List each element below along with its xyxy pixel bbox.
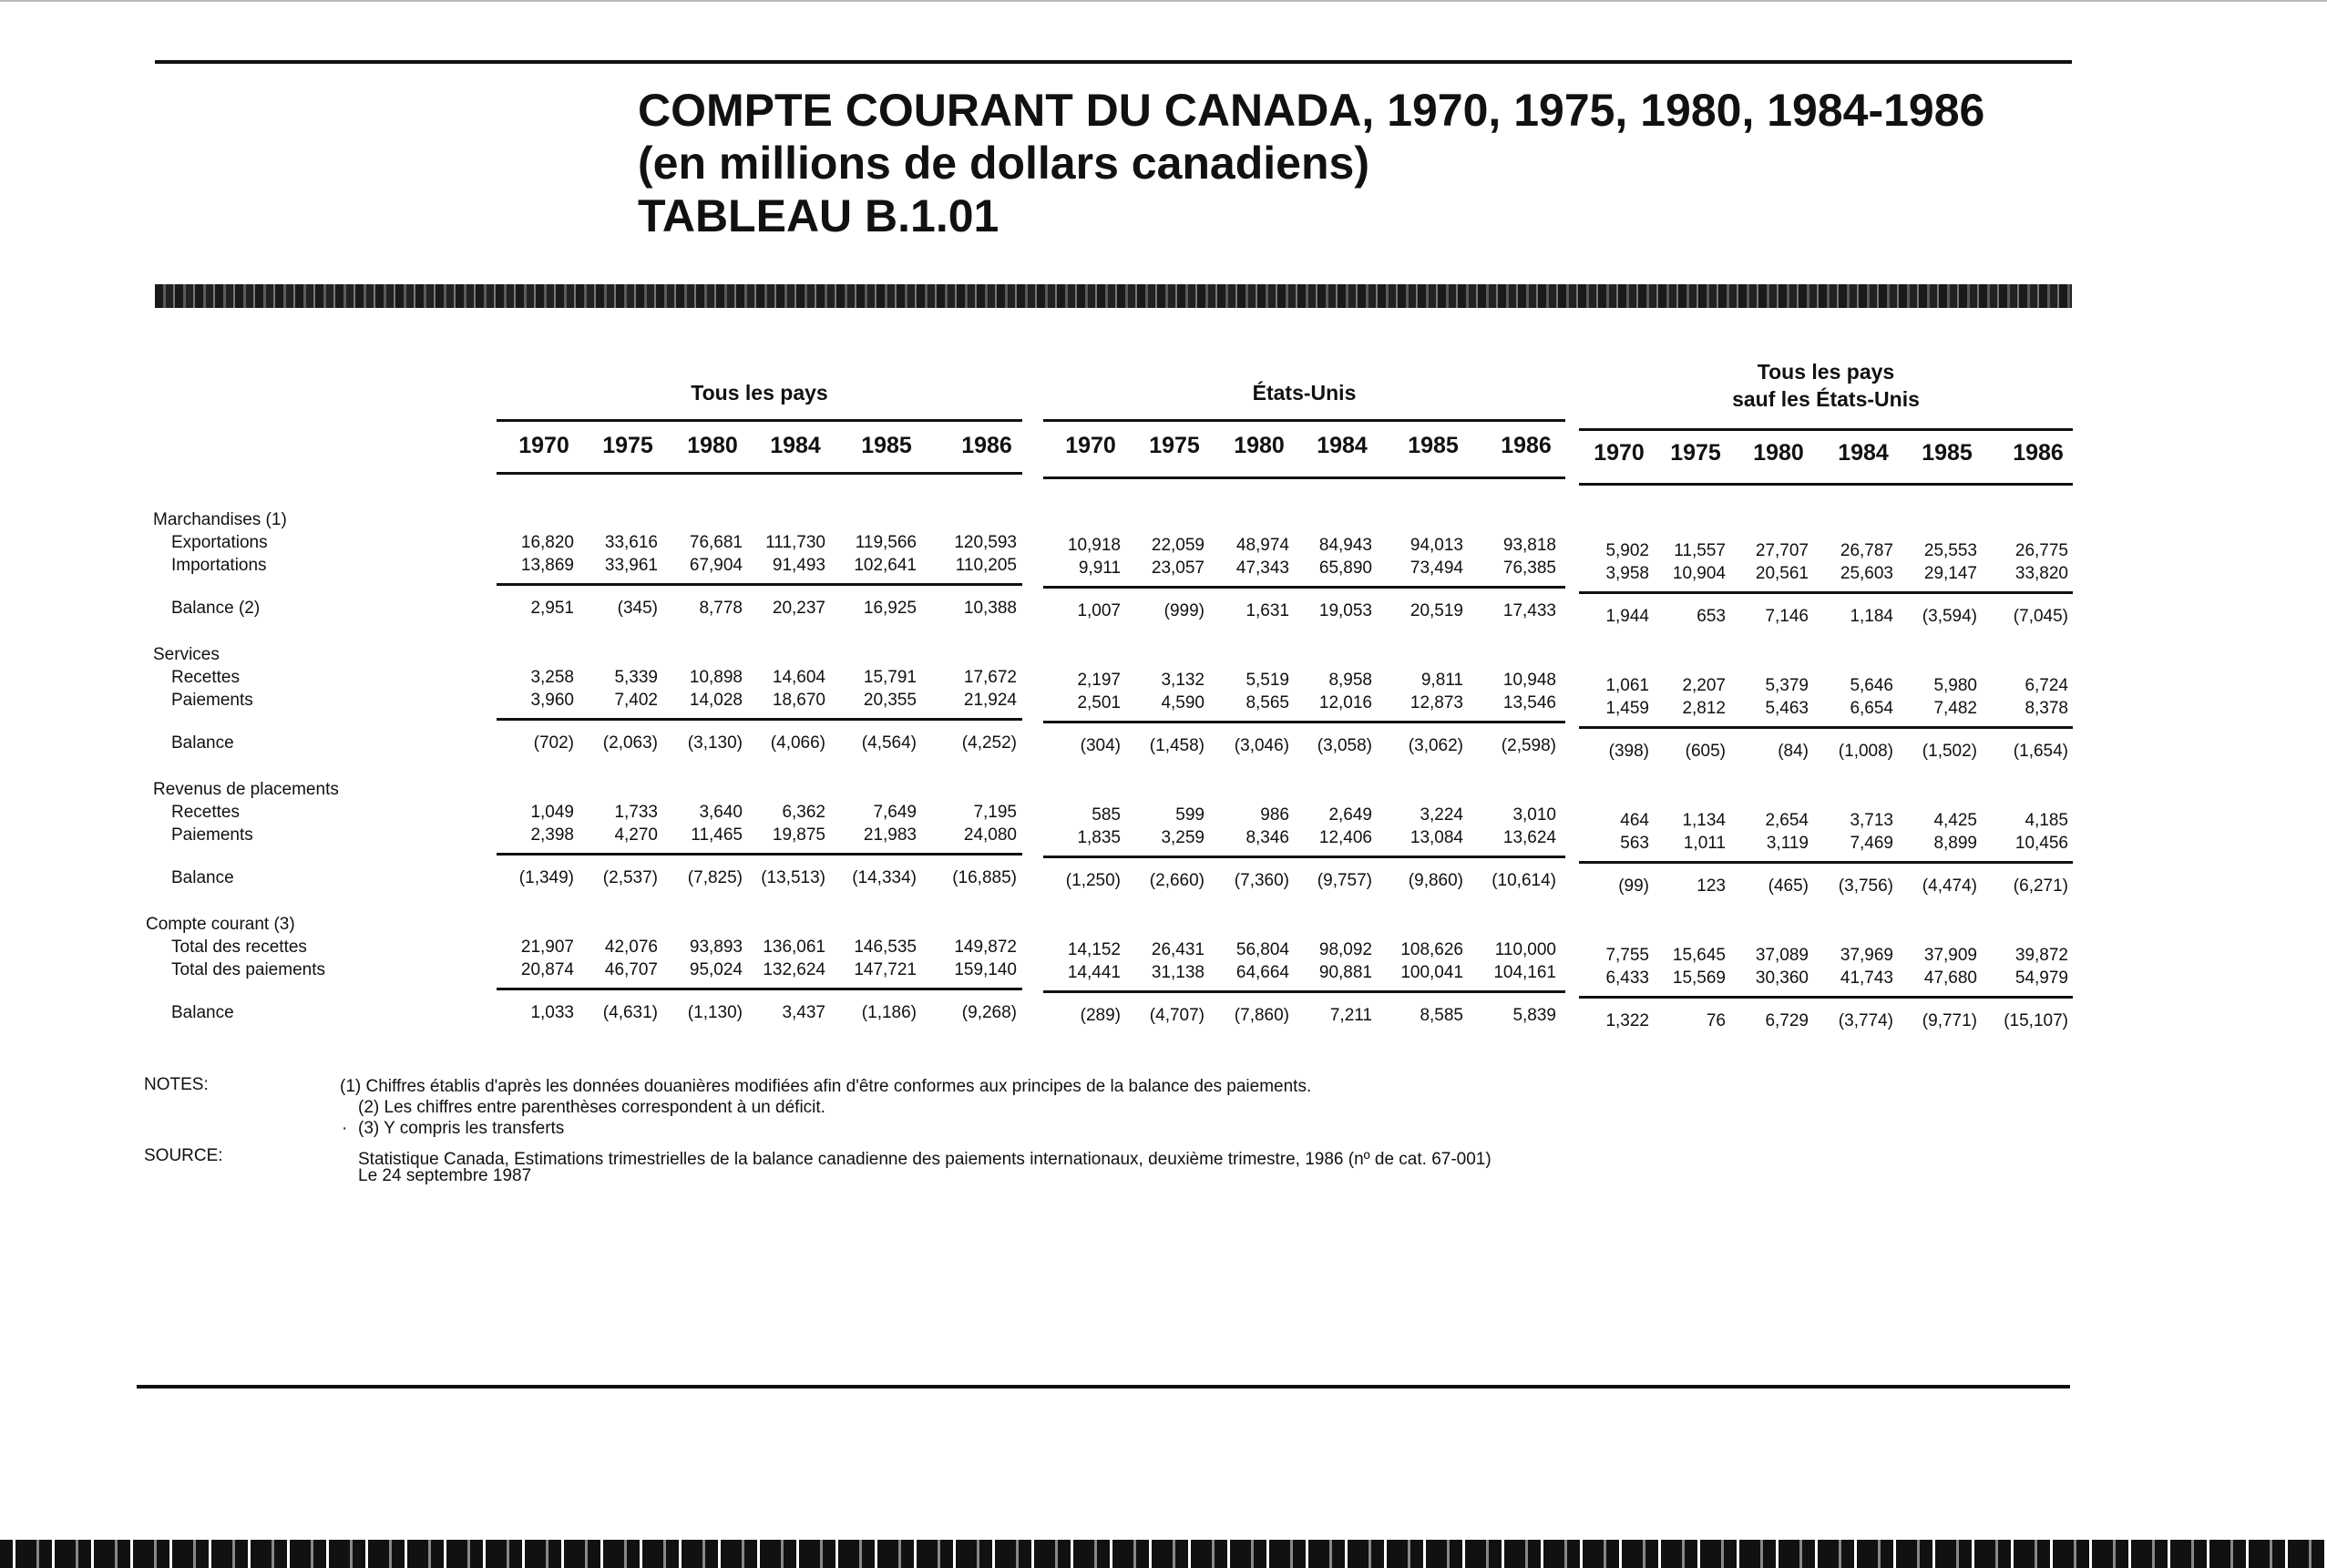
note-3: (3) Y compris les transferts [358,1119,565,1138]
table-cell: 8,899 [1933,834,1977,853]
table-cell: 26,775 [2014,541,2068,560]
group-header: Tous les pays sauf les États-Unis [1732,360,1920,411]
source-label: SOURCE: [144,1146,223,1165]
row-label: Paiements [171,825,253,845]
balance-cell: 7,211 [1329,1006,1372,1025]
balance-cell: 17,433 [1502,601,1556,620]
table-cell: 15,569 [1672,968,1726,988]
source-date: Le 24 septembre 1987 [358,1166,532,1185]
table-cell: 3,640 [699,803,743,822]
balance-cell: (2,537) [602,868,658,887]
subtotal-rule [497,718,1022,721]
year-header: 1975 [1149,433,1200,458]
year-header-rule [497,472,1022,475]
table-cell: 1,835 [1077,828,1121,847]
table-cell: 10,904 [1672,564,1726,583]
table-cell: 5,519 [1246,671,1289,690]
year-header: 1986 [2013,440,2064,466]
table-cell: 3,259 [1161,828,1205,847]
year-header: 1985 [1922,440,1973,466]
scan-edge-strip [0,1540,2327,1568]
balance-cell: 3,437 [782,1003,825,1022]
year-header: 1985 [1408,433,1459,458]
table-cell: 37,909 [1923,946,1977,965]
table-cell: 464 [1620,811,1649,830]
year-header: 1970 [518,433,569,458]
table-cell: 5,379 [1765,676,1809,695]
table-cell: 986 [1260,805,1289,825]
table-cell: 4,185 [2025,811,2068,830]
balance-cell: (4,564) [861,733,917,753]
row-label: Recettes [171,668,240,687]
table-cell: 7,195 [973,803,1017,822]
table-cell: 48,974 [1235,536,1289,555]
table-cell: 20,355 [863,691,917,710]
table-cell: 94,013 [1410,536,1463,555]
table-cell: 16,820 [520,533,574,552]
table-cell: 119,566 [855,533,917,552]
table-cell: 2,197 [1077,671,1121,690]
table-cell: 102,641 [854,556,917,575]
table-cell: 27,707 [1755,541,1809,560]
balance-cell: 10,388 [963,599,1017,618]
balance-cell: (289) [1080,1006,1121,1025]
subtotal-rule [1579,861,2073,864]
table-cell: 39,872 [2014,946,2068,965]
group-header-rule [497,419,1022,422]
table-cell: 14,604 [772,668,825,687]
table-cell: 2,501 [1077,693,1121,712]
table-cell: 6,724 [2025,676,2068,695]
balance-cell: (465) [1768,876,1809,896]
subtotal-rule [1043,990,1565,993]
year-header: 1984 [1838,440,1889,466]
row-label: Importations [171,556,267,575]
bottom-rule [137,1385,2070,1389]
balance-cell: 1,631 [1246,601,1289,620]
table-cell: 3,132 [1161,671,1205,690]
table-cell: 15,645 [1672,946,1726,965]
group-header: États-Unis [1252,381,1357,405]
table-cell: 95,024 [689,960,743,979]
subtotal-rule [497,988,1022,990]
balance-cell: (3,130) [687,733,743,753]
balance-cell: (13,513) [761,868,825,887]
balance-cell: (3,062) [1408,736,1463,755]
table-cell: 11,557 [1674,541,1726,560]
table-cell: 65,890 [1318,559,1372,578]
table-cell: 2,812 [1682,699,1726,718]
year-header-rule [1043,477,1565,479]
balance-cell: 20,237 [772,599,825,618]
balance-label: Balance [171,868,234,887]
subtotal-rule [1579,996,2073,999]
balance-cell: (16,885) [952,868,1017,887]
balance-cell: 20,519 [1410,601,1463,620]
top-rule [155,60,2072,64]
year-header: 1986 [961,433,1012,458]
table-cell: 585 [1092,805,1121,825]
table-cell: 3,713 [1850,811,1893,830]
balance-cell: (9,860) [1408,871,1463,890]
table-cell: 8,958 [1328,671,1372,690]
table-cell: 10,948 [1502,671,1556,690]
table-cell: 13,624 [1502,828,1556,847]
table-cell: 147,721 [854,960,917,979]
table-cell: 67,904 [689,556,743,575]
table-cell: 31,138 [1151,963,1205,982]
group-header-rule [1579,428,2073,431]
table-cell: 13,869 [520,556,574,575]
table-cell: 3,258 [530,668,574,687]
balance-cell: 2,951 [530,599,574,618]
balance-cell: (7,360) [1234,871,1289,890]
page-title-line1: COMPTE COURANT DU CANADA, 1970, 1975, 1980, 1984-1986 [638,85,1985,136]
table-cell: 599 [1175,805,1205,825]
balance-cell: 1,007 [1077,601,1121,620]
subtotal-rule [1043,586,1565,589]
table-cell: 26,787 [1840,541,1893,560]
balance-label: Balance [171,733,234,753]
balance-cell: 653 [1697,607,1726,626]
balance-cell: (4,474) [1922,876,1977,896]
balance-label: Balance [171,1003,234,1022]
table-cell: 10,456 [2014,834,2068,853]
table-cell: 1,011 [1683,834,1726,853]
table-cell: 2,398 [530,825,574,845]
balance-cell: (9,757) [1317,871,1372,890]
balance-cell: (1,250) [1065,871,1121,890]
table-cell: 3,224 [1420,805,1463,825]
balance-cell: (2,598) [1501,736,1556,755]
table-cell: 4,425 [1933,811,1977,830]
balance-cell: (702) [533,733,574,753]
subtotal-rule [1579,591,2073,594]
table-cell: 47,680 [1923,968,1977,988]
table-cell: 1,459 [1605,699,1649,718]
year-header: 1980 [687,433,738,458]
table-cell: 46,707 [604,960,658,979]
table-cell: 33,616 [604,533,658,552]
year-header: 1984 [770,433,821,458]
balance-cell: (15,107) [2004,1011,2068,1030]
notes-label: NOTES: [144,1075,209,1094]
table-cell: 2,649 [1328,805,1372,825]
table-cell: 29,147 [1923,564,1977,583]
balance-cell: (7,045) [2013,607,2068,626]
table-cell: 15,791 [863,668,917,687]
table-cell: 8,378 [2025,699,2068,718]
table-cell: 2,207 [1682,676,1726,695]
balance-cell: (4,066) [770,733,825,753]
table-cell: 21,924 [963,691,1017,710]
table-cell: 18,670 [772,691,825,710]
table-cell: 7,482 [1933,699,1977,718]
table-cell: 42,076 [604,938,658,957]
table-cell: 6,433 [1605,968,1649,988]
table-cell: 26,431 [1151,940,1205,959]
table-cell: 17,672 [963,668,1017,687]
table-cell: 7,649 [873,803,917,822]
year-header: 1975 [1670,440,1721,466]
table-cell: 6,362 [782,803,825,822]
balance-cell: (999) [1164,601,1205,620]
table-cell: 20,874 [520,960,574,979]
table-cell: 1,061 [1605,676,1649,695]
table-cell: 5,646 [1850,676,1893,695]
table-cell: 146,535 [854,938,917,957]
balance-cell: (1,349) [518,868,574,887]
table-cell: 11,465 [691,825,743,845]
page-title-line2: (en millions de dollars canadiens) [638,138,1369,189]
page-title-line3: TABLEAU B.1.01 [638,190,999,241]
table-cell: 104,161 [1493,963,1556,982]
table-cell: 5,902 [1605,541,1649,560]
balance-cell: (398) [1608,742,1649,761]
subtotal-rule [497,853,1022,856]
table-cell: 54,979 [2014,968,2068,988]
balance-cell: (1,502) [1922,742,1977,761]
balance-label: Balance (2) [171,599,261,618]
table-cell: 12,873 [1410,693,1463,712]
table-cell: 132,624 [763,960,825,979]
year-header: 1980 [1234,433,1285,458]
balance-cell: (99) [1618,876,1649,896]
table-cell: 93,893 [689,938,743,957]
note-2: (2) Les chiffres entre parenthèses correspondent à un déficit. [358,1098,825,1117]
balance-cell: (3,594) [1922,607,1977,626]
table-cell: 20,561 [1755,564,1809,583]
table-cell: 21,907 [520,938,574,957]
section-label: Compte courant (3) [146,915,295,934]
table-cell: 14,441 [1067,963,1121,982]
table-cell: 5,463 [1765,699,1809,718]
table-cell: 41,743 [1840,968,1893,988]
table-cell: 108,626 [1400,940,1463,959]
balance-cell: (10,614) [1492,871,1556,890]
balance-cell: 1,944 [1605,607,1649,626]
balance-cell: (605) [1685,742,1726,761]
table-cell: 110,205 [955,556,1017,575]
table-cell: 9,811 [1420,671,1463,690]
balance-cell: 76 [1706,1011,1726,1030]
table-cell: 7,469 [1850,834,1893,853]
table-cell: 64,664 [1235,963,1289,982]
table-cell: 4,590 [1161,693,1205,712]
table-cell: 3,960 [530,691,574,710]
decorative-band [155,284,2072,308]
balance-cell: (4,707) [1149,1006,1205,1025]
table-cell: 14,028 [689,691,743,710]
balance-cell: 16,925 [863,599,917,618]
table-cell: 159,140 [954,960,1017,979]
balance-cell: 5,839 [1512,1006,1556,1025]
table-cell: 33,820 [2014,564,2068,583]
balance-cell: 1,322 [1605,1011,1649,1030]
balance-cell: (304) [1080,736,1121,755]
table-cell: 120,593 [954,533,1017,552]
balance-cell: (2,660) [1149,871,1205,890]
balance-cell: (84) [1778,742,1809,761]
year-header: 1975 [602,433,653,458]
table-cell: 4,270 [614,825,658,845]
table-cell: 3,958 [1605,564,1649,583]
table-cell: 14,152 [1067,940,1121,959]
table-cell: 563 [1620,834,1649,853]
section-label: Services [153,645,220,664]
balance-cell: 1,184 [1850,607,1893,626]
balance-cell: (2,063) [602,733,658,753]
balance-cell: (4,631) [602,1003,658,1022]
group-header-rule [1043,419,1565,422]
balance-cell: (6,271) [2013,876,2068,896]
table-cell: 100,041 [1400,963,1463,982]
table-cell: 8,346 [1246,828,1289,847]
table-cell: 47,343 [1235,559,1289,578]
row-label: Paiements [171,691,253,710]
balance-cell: (4,252) [961,733,1017,753]
balance-cell: (7,825) [687,868,743,887]
balance-cell: 8,778 [699,599,743,618]
table-cell: 33,961 [604,556,658,575]
balance-cell: (14,334) [852,868,917,887]
top-thin-rule [0,0,2327,2]
balance-cell: 1,033 [530,1003,574,1022]
year-header: 1984 [1317,433,1368,458]
table-cell: 1,134 [1682,811,1726,830]
table-cell: 2,654 [1765,811,1809,830]
note-1: (1) Chiffres établis d'après les données douanières modifiées afin d'être conformes aux principes de la balance des paiements. [340,1077,1312,1096]
table-cell: 6,654 [1850,699,1893,718]
row-label: Exportations [171,533,268,552]
balance-cell: (3,046) [1234,736,1289,755]
balance-cell: (1,654) [2013,742,2068,761]
balance-cell: (9,268) [961,1003,1017,1022]
balance-cell: (3,774) [1838,1011,1893,1030]
balance-cell: (3,058) [1317,736,1372,755]
table-cell: 5,980 [1933,676,1977,695]
table-cell: 10,918 [1067,536,1121,555]
year-header: 1985 [861,433,912,458]
table-cell: 30,360 [1755,968,1809,988]
balance-cell: (1,458) [1149,736,1205,755]
table-cell: 7,402 [614,691,658,710]
table-cell: 12,406 [1318,828,1372,847]
balance-cell: (7,860) [1234,1006,1289,1025]
table-cell: 19,875 [772,825,825,845]
table-cell: 22,059 [1151,536,1205,555]
table-cell: 7,755 [1605,946,1649,965]
table-cell: 91,493 [772,556,825,575]
subtotal-rule [497,583,1022,586]
table-cell: 5,339 [614,668,658,687]
table-cell: 73,494 [1410,559,1463,578]
table-cell: 13,084 [1410,828,1463,847]
balance-cell: (1,186) [861,1003,917,1022]
balance-cell: (3,756) [1838,876,1893,896]
year-header: 1970 [1065,433,1116,458]
balance-cell: 6,729 [1765,1011,1809,1030]
subtotal-rule [1043,721,1565,723]
row-label: Total des recettes [171,938,307,957]
table-cell: 12,016 [1318,693,1372,712]
source-text: Statistique Canada, Estimations trimestrielles de la balance canadienne des paiements internationaux, deuxième trimestre, 1986 (nº de cat. 67-001) [358,1150,1492,1169]
table-cell: 37,089 [1755,946,1809,965]
note-bullet: · [342,1119,348,1138]
table-cell: 3,010 [1512,805,1556,825]
section-label: Marchandises (1) [153,510,287,529]
row-label: Total des paiements [171,960,325,979]
year-header: 1970 [1594,440,1645,466]
table-cell: 8,565 [1246,693,1289,712]
table-cell: 93,818 [1502,536,1556,555]
table-cell: 110,000 [1494,940,1556,959]
balance-cell: 19,053 [1318,601,1372,620]
table-cell: 21,983 [863,825,917,845]
table-cell: 90,881 [1318,963,1372,982]
balance-cell: (9,771) [1922,1011,1977,1030]
table-cell: 76,385 [1502,559,1556,578]
table-cell: 9,911 [1078,559,1121,578]
table-cell: 25,553 [1923,541,1977,560]
table-cell: 56,804 [1235,940,1289,959]
balance-cell: 8,585 [1420,1006,1463,1025]
table-cell: 149,872 [954,938,1017,957]
section-label: Revenus de placements [153,780,339,799]
table-cell: 136,061 [763,938,825,957]
table-cell: 76,681 [689,533,743,552]
subtotal-rule [1043,856,1565,858]
balance-cell: 123 [1697,876,1726,896]
balance-cell: (345) [617,599,658,618]
table-cell: 24,080 [963,825,1017,845]
year-header-rule [1579,483,2073,486]
year-header: 1986 [1501,433,1552,458]
balance-cell: 7,146 [1765,607,1809,626]
balance-cell: (1,008) [1838,742,1893,761]
year-header: 1980 [1753,440,1804,466]
group-header: Tous les pays [691,381,828,405]
table-cell: 10,898 [689,668,743,687]
table-cell: 37,969 [1840,946,1893,965]
table-cell: 111,730 [765,533,825,552]
table-cell: 25,603 [1840,564,1893,583]
table-cell: 84,943 [1318,536,1372,555]
table-cell: 23,057 [1151,559,1205,578]
table-cell: 98,092 [1318,940,1372,959]
row-label: Recettes [171,803,240,822]
table-cell: 1,049 [530,803,574,822]
table-cell: 1,733 [614,803,658,822]
subtotal-rule [1579,726,2073,729]
table-cell: 3,119 [1766,834,1809,853]
table-cell: 13,546 [1502,693,1556,712]
balance-cell: (1,130) [687,1003,743,1022]
